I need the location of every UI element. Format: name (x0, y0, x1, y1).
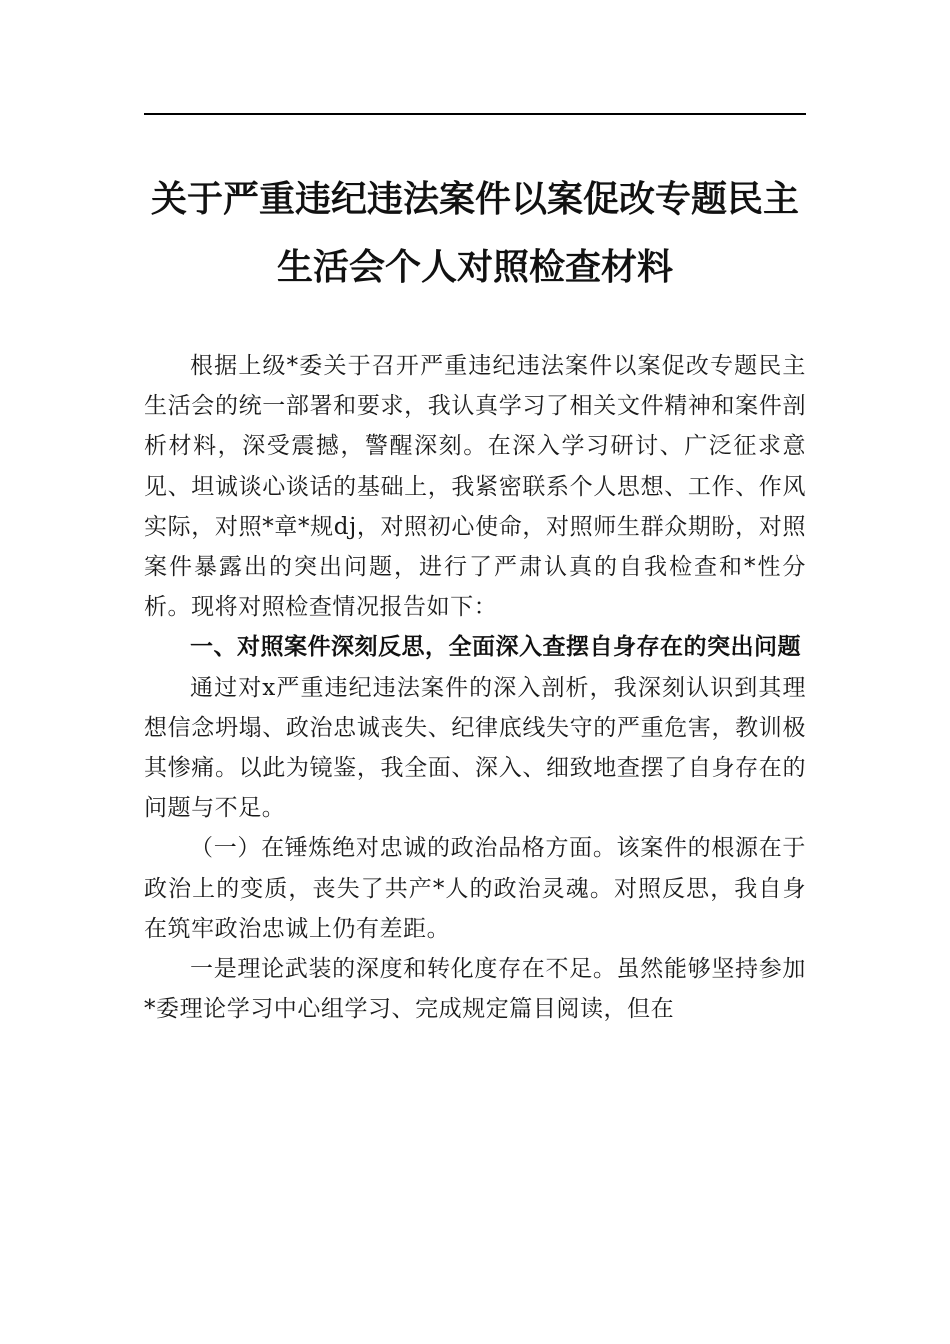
subsection-paragraph-1: （一）在锤炼绝对忠诚的政治品格方面。该案件的根源在于政治上的变质，丧失了共产*人的政治灵魂。对照反思，我自身在筑牢政治忠诚上仍有差距。 (144, 835, 806, 942)
header-rule (144, 113, 806, 115)
document-body (144, 346, 806, 1029)
title-line-1: 关于严重违纪违法案件以案促改专题民主 (150, 178, 799, 220)
intro-paragraph: 根据上级*委关于召开严重违纪违法案件以案促改专题民主生活会的统一部署和要求，我认真学习了相关文件精神和案件剖析材料，深受震撼，警醒深刻。在深入学习研讨、广泛征求意见、坦诚谈心谈话的基础上，我紧密联系个人思想、工作、作风实际，对照*章*规dj，对照初心使命，对照师生群众期盼，对照案件暴露出的突出问题，进行了严肃认真的自我检查和*性分析。现将对照检查情况报告如下： (144, 353, 806, 621)
document-title (144, 165, 806, 301)
body-paragraph: 通过对x严重违纪违法案件的深入剖析，我深刻认识到其理想信念坍塌、政治忠诚丧失、纪律底线失守的严重危害，教训极其惨痛。以此为镜鉴，我全面、深入、细致地查摆了自身存在的问题与不足。 (144, 674, 806, 822)
body-paragraph: 一是理论武装的深度和转化度存在不足。虽然能够坚持参加*委理论学习中心组学习、完成规定篇目阅读，但在 (144, 956, 806, 1023)
section-heading-1: 一、对照案件深刻反思，全面深入查摆自身存在的突出问题 (190, 634, 801, 661)
title-line-2: 生活会个人对照检查材料 (276, 246, 673, 288)
